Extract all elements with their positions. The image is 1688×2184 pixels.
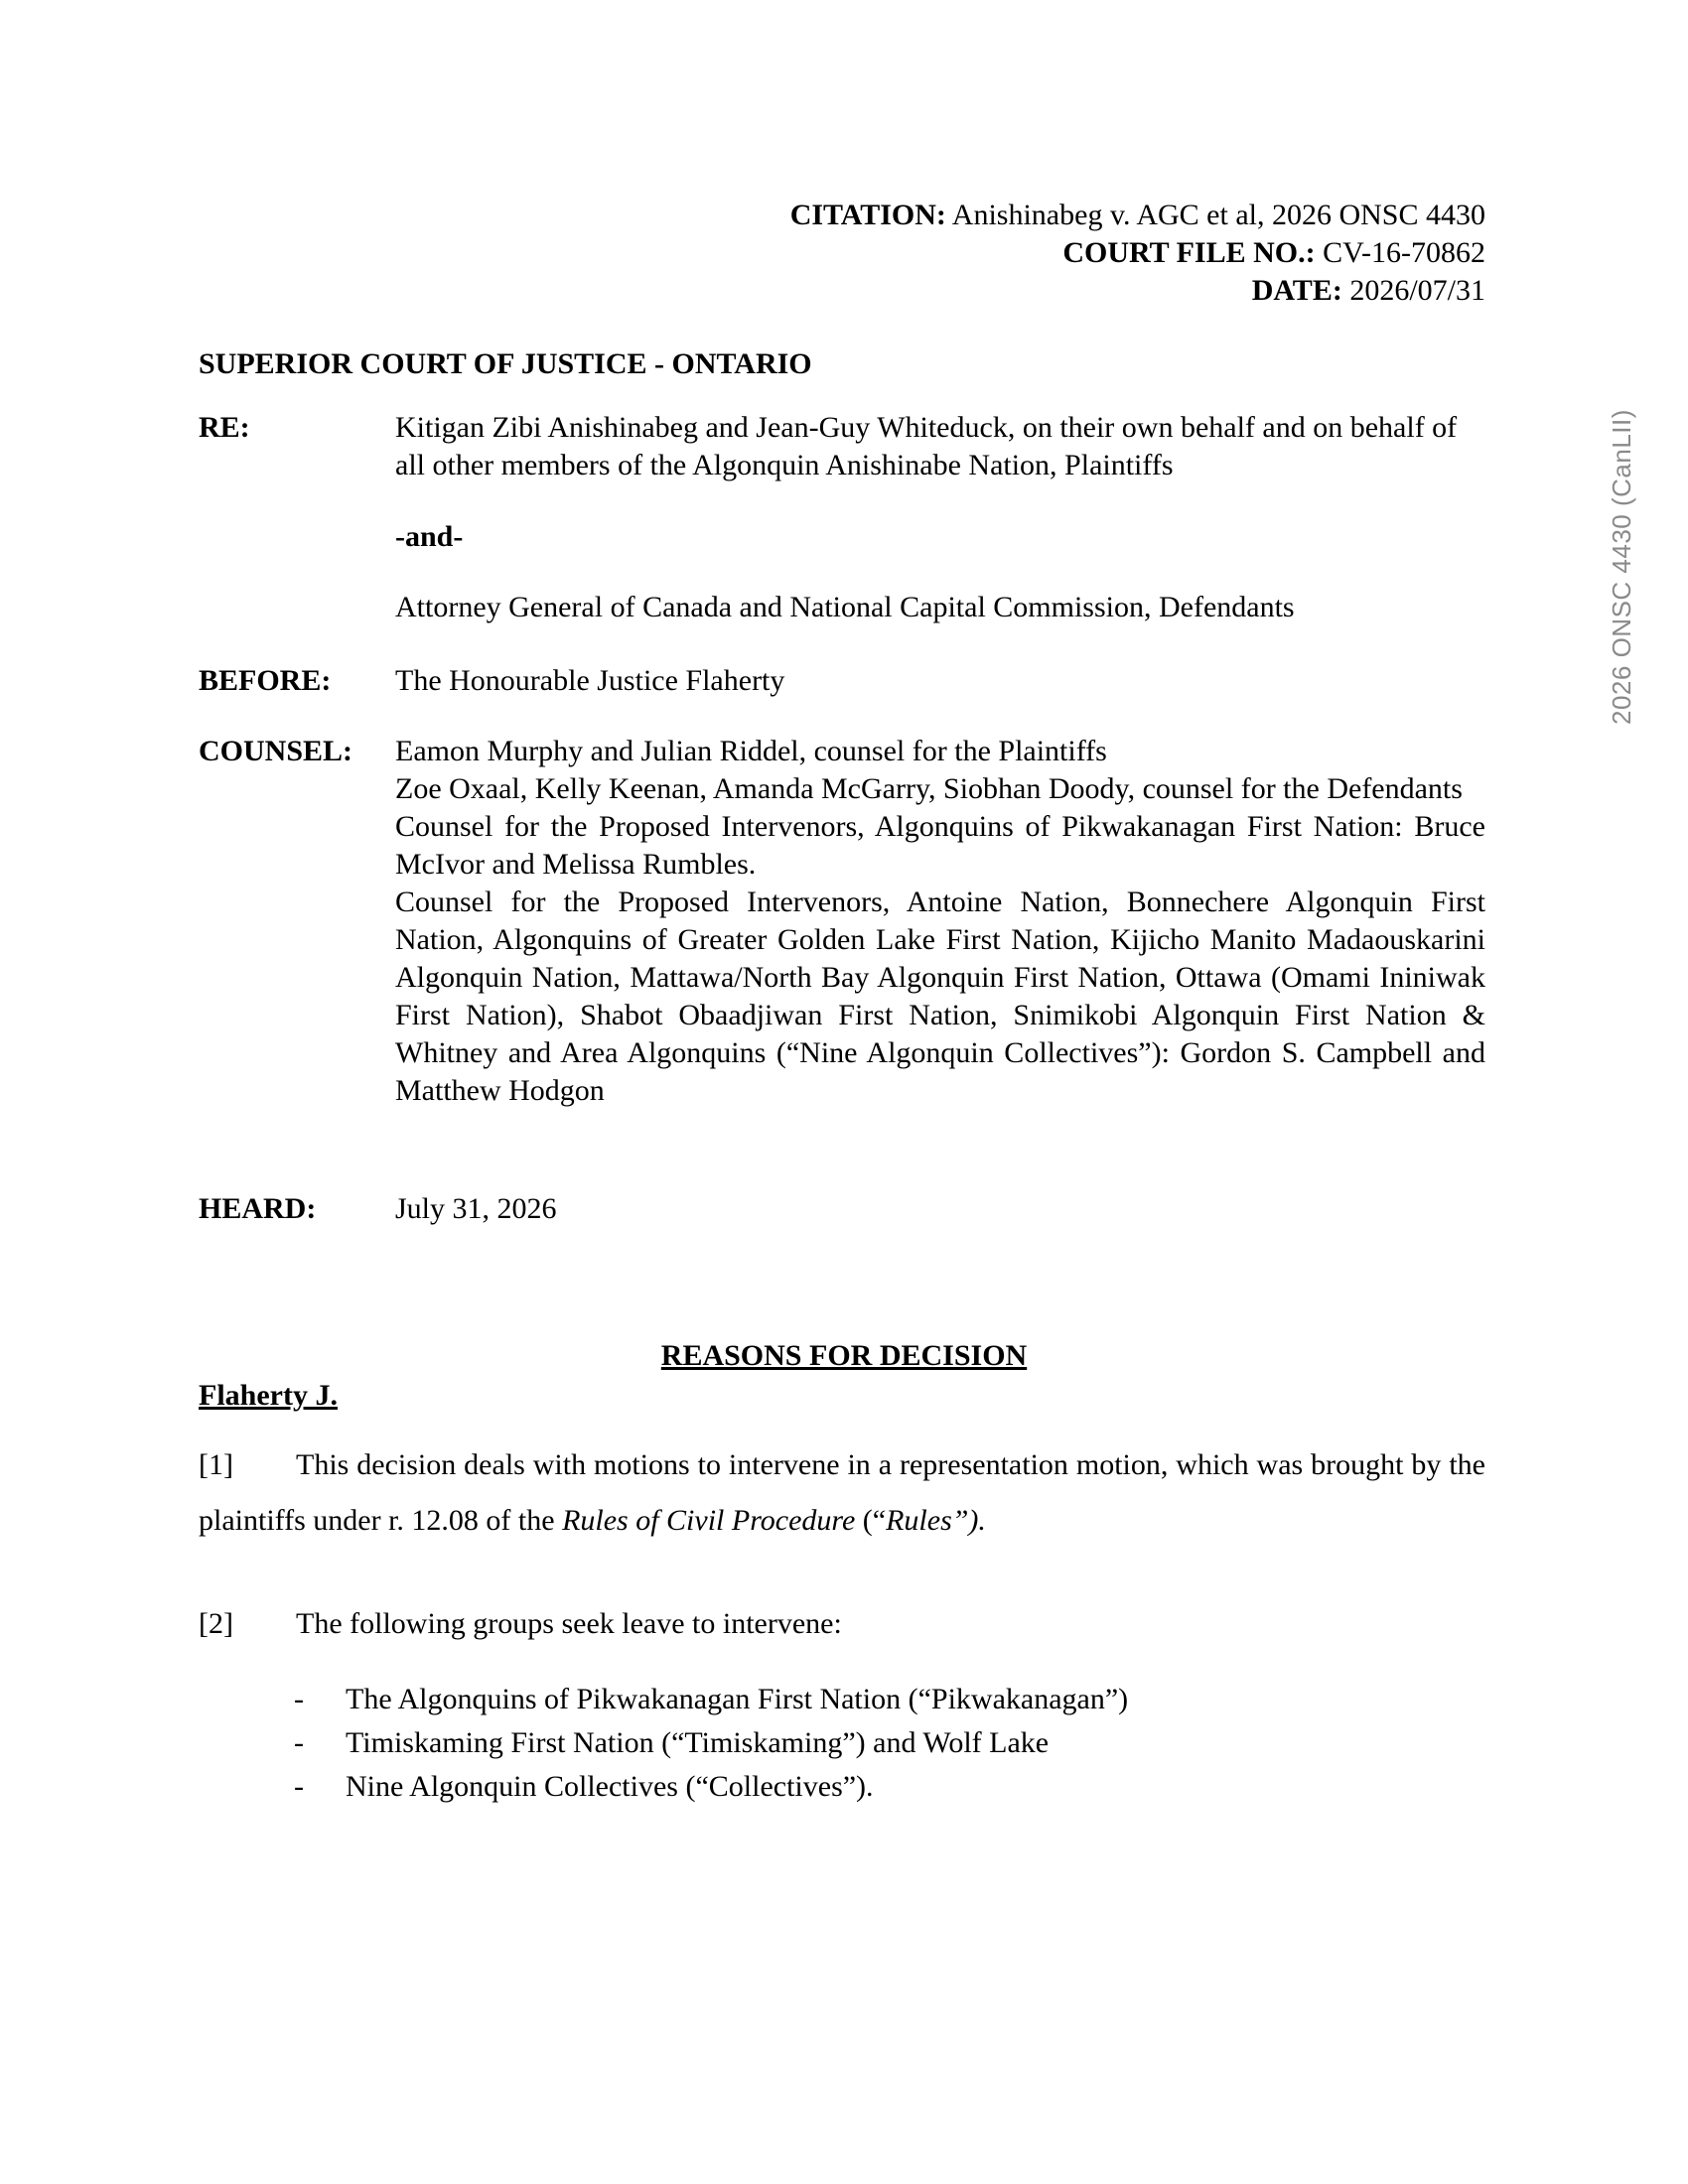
paragraph-text: This decision deals with motions to intervene in a representation motion, which was brought by the plaintiffs under r. 12.08 of the xyxy=(199,1448,1485,1537)
heard-label: HEARD: xyxy=(199,1192,317,1225)
re-defendants: Attorney General of Canada and National Capital Commission, Defendants xyxy=(395,591,1295,623)
citation-value: Anishinabeg v. AGC et al, 2026 ONSC 4430 xyxy=(951,199,1485,231)
list-item-text: Timiskaming First Nation (“Timiskaming”) and Wolf Lake xyxy=(346,1726,1050,1759)
paragraph-italic: Rules of Civil Procedure xyxy=(562,1504,856,1537)
list-item: - Nine Algonquin Collectives (“Collectives”). xyxy=(294,1770,874,1803)
before-value: The Honourable Justice Flaherty xyxy=(395,664,785,697)
paragraph-text: The following groups seek leave to intervene: xyxy=(296,1607,842,1640)
re-plaintiffs: Kitigan Zibi Anishinabeg and Jean-Guy Whiteduck, on their own behalf and on behalf of all other members of the Algonquin Anishinabe Nation, Plaintiffs xyxy=(395,411,1458,481)
re-and: -and- xyxy=(395,520,464,553)
paragraph-italic-2: Rules”). xyxy=(886,1504,986,1537)
counsel-plaintiffs: Eamon Murphy and Julian Riddel, counsel for the Plaintiffs xyxy=(395,735,1107,767)
counsel-list xyxy=(395,733,1485,1110)
counsel-collectives: Counsel for the Proposed Intervenors, Antoine Nation, Bonnechere Algonquin First Nation, Algonquins of Greater Golden Lake First Nation, Kijicho Manito Madaouskarini Algonquin Nation, Mattawa/North Bay Algonquin First Nation, Ottawa (Omami Ininiwak First Nation), Shabot Obaadjiwan First Nation, Snimikobi Algonquin First Nation & Whitney and Area Algonquins (“Nine Algonquin Collectives”): Gordon S. Campbell and Matthew Hodgon xyxy=(395,886,1485,1107)
counsel-defendants: Zoe Oxaal, Kelly Keenan, Amanda McGarry, Siobhan Doody, counsel for the Defendants xyxy=(395,772,1463,805)
date-line xyxy=(790,272,1485,310)
paragraph-2 xyxy=(199,1596,1485,1652)
heard-value: July 31, 2026 xyxy=(395,1192,557,1225)
court-title: SUPERIOR COURT OF JUSTICE - ONTARIO xyxy=(199,347,812,380)
list-item-text: Nine Algonquin Collectives (“Collectives”). xyxy=(346,1770,874,1803)
citation-line xyxy=(790,197,1485,234)
paragraph-1 xyxy=(199,1437,1485,1549)
re-label: RE: xyxy=(199,411,250,444)
re-content xyxy=(395,409,1485,626)
court-file-line xyxy=(790,234,1485,272)
reasons-heading: REASONS FOR DECISION xyxy=(660,1339,1028,1372)
counsel-label: COUNSEL: xyxy=(199,735,353,767)
paragraph-text-mid: (“ xyxy=(855,1504,887,1537)
counsel-pikwakanagan: Counsel for the Proposed Intervenors, Algonquins of Pikwakanagan First Nation: Bruce McIvor and Melissa Rumbles. xyxy=(395,810,1485,881)
before-label: BEFORE: xyxy=(199,664,332,697)
court-file-value: CV-16-70862 xyxy=(1323,236,1485,269)
date-label: DATE: xyxy=(1251,274,1342,307)
canlii-watermark: 2026 ONSC 4430 (CanLII) xyxy=(1607,409,1636,725)
court-file-label: COURT FILE NO.: xyxy=(1062,236,1316,269)
list-item: - Timiskaming First Nation (“Timiskaming”) and Wolf Lake xyxy=(294,1726,1050,1759)
date-value: 2026/07/31 xyxy=(1349,274,1485,307)
list-item-text: The Algonquins of Pikwakanagan First Nation (“Pikwakanagan”) xyxy=(346,1683,1129,1715)
paragraph-number: [2] xyxy=(199,1607,233,1640)
citation-header xyxy=(790,197,1485,310)
citation-label: CITATION: xyxy=(789,199,946,231)
judge-name: Flaherty J. xyxy=(199,1379,338,1412)
paragraph-number: [1] xyxy=(199,1448,233,1481)
list-item: - The Algonquins of Pikwakanagan First Nation (“Pikwakanagan”) xyxy=(294,1683,1129,1715)
intervenor-list xyxy=(294,1678,1128,1809)
